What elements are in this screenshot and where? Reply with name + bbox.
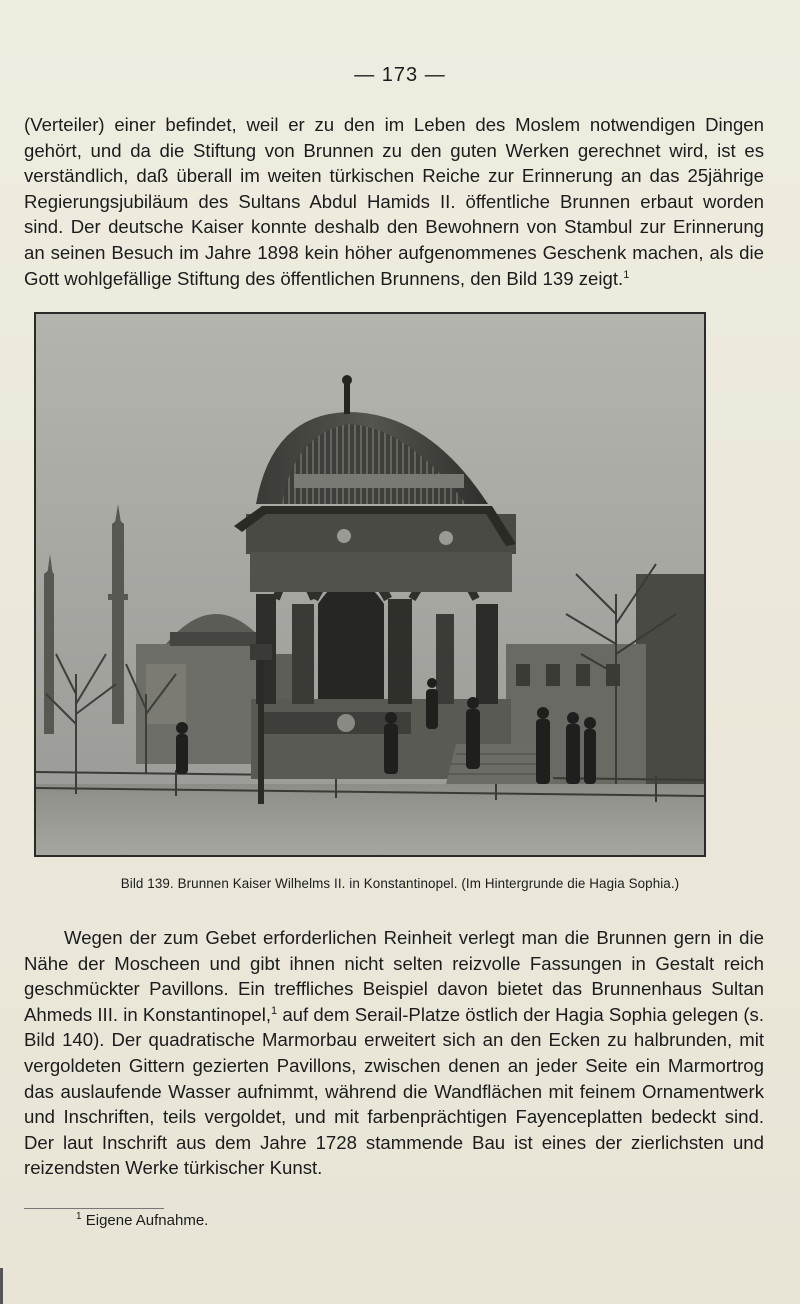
footnote-reference-2: 1 [271, 1004, 278, 1017]
paragraph-intro [24, 112, 764, 291]
paragraph-brunnenhaus-text-before: Wegen der zum Gebet erforderlichen Reinheit verlegt man die Brunnen gern in die Nähe der Moscheen und gibt ihnen nicht selten reizvolle Fassungen in Gestalt reich geschmückter Pavillons. Ein treffliches Beispiel davon bietet das Brunnenhaus Sultan Ahmeds III. in Konstantinopel, [24, 927, 764, 1025]
page-number: — 173 — [354, 64, 446, 86]
footnote-reference: 1 [623, 268, 630, 281]
footnote [76, 1212, 208, 1229]
figure-caption: Bild 139. Brunnen Kaiser Wilhelms II. in Konstantinopel. (Im Hintergrunde die Hagia Sophia.) [120, 876, 680, 891]
footnote-rule [24, 1208, 164, 1209]
paragraph-brunnenhaus [24, 925, 764, 1181]
fountain-photograph [34, 312, 706, 857]
page-edge-mark [0, 1268, 3, 1304]
paragraph-intro-text: (Verteiler) einer befindet, weil er zu den im Leben des Moslem notwendigen Dingen gehört, und da die Stiftung von Brunnen zu den guten Werken gerechnet wird, ist es verständlich, daß überall im weiten türkischen Reiche zur Erinnerung an das 25jährige Regierungsjubiläum des Sultans Abdul Hamids II. öffentliche Brunnen erbaut worden sind. Der deutsche Kaiser konnte deshalb den Bewohnern von Stambul zur Erinnerung an seinen Besuch im Jahre 1898 kein höher aufgenommenes Geschenk machen, als die Gott wohlgefällige Stiftung des öffentlichen Brunnens, den Bild 139 zeigt. [24, 114, 764, 289]
footnote-text: Eigene Aufnahme. [81, 1212, 209, 1229]
footnote-mark: 1 [76, 1211, 82, 1222]
paragraph-brunnenhaus-text-after: auf dem Serail-Platze östlich der Hagia Sophia gelegen (s. Bild 140). Der quadratische Marmorbau erweitert sich an den Ecken zu halbrunden, mit vergoldeten Gittern gezierten Pavillons, zwischen denen an jeder Seite ein Marmortrog das auslaufende Wasser aufnimmt, während die Wandflächen mit feinem Ornamentwerk und Inschriften, teils vergoldet, und mit farbenprächtigen Fayenceplatten bedeckt sind. Der laut Inschrift aus dem Jahre 1728 stammende Bau ist eines der zierlichsten und reizendsten Werke türkischer Kunst. [24, 1003, 765, 1179]
